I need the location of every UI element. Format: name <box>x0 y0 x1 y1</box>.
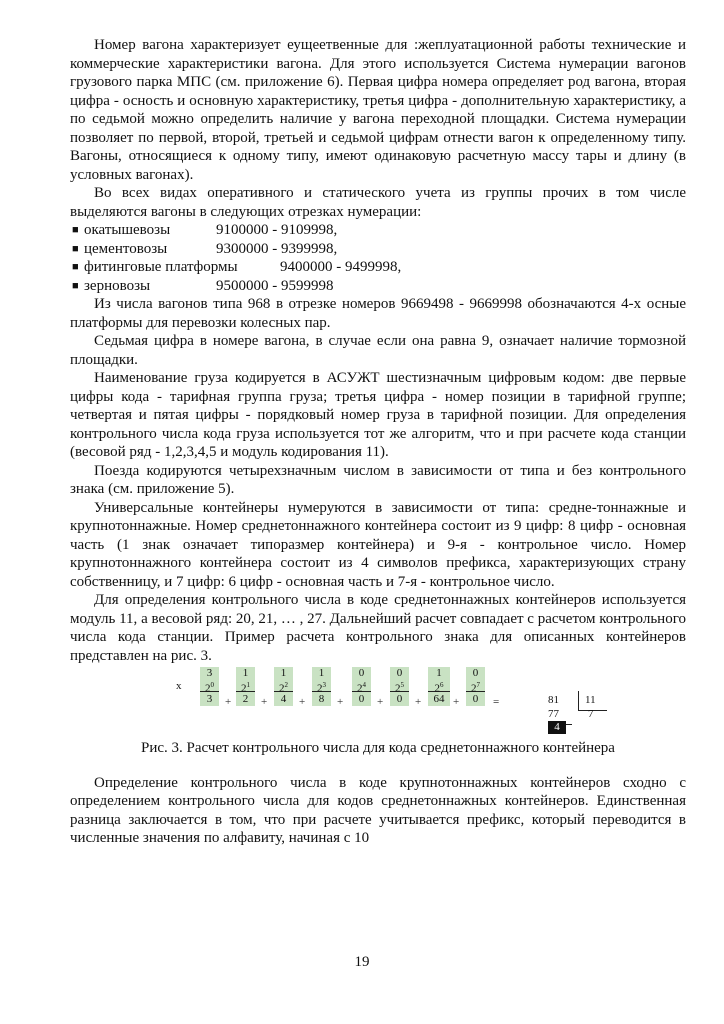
weight-column <box>312 667 331 706</box>
list-item-range: 9300000 - 9399998, <box>216 240 338 257</box>
weight-power <box>390 679 409 695</box>
division-divisor: 11 <box>578 691 607 711</box>
bullet-square-icon: ■ <box>72 279 79 292</box>
list-item-name: окатышевозы <box>84 222 171 238</box>
paragraph-large-containers: Определение контрольного числа в коде крупнотоннажных контейнеров сходно с определением контрольного числа для кодов среднетоннажных контейнеров. Единственная разница заключается в том, что при расчете учитывается префикс, который переводится в численные значения по алфавиту, начиная с 10 <box>70 774 686 846</box>
product-value: 2 <box>242 693 249 705</box>
weight-power <box>428 679 450 695</box>
list-item <box>70 258 686 277</box>
power-base: 2 <box>357 682 363 695</box>
weight-column <box>352 667 371 706</box>
division-block <box>548 691 618 735</box>
weight-power <box>236 679 255 695</box>
list-item-range: 9100000 - 9109998, <box>216 222 338 238</box>
power-base: 2 <box>279 682 285 695</box>
figure-checksum-calculation <box>70 667 686 737</box>
product-value: 3 <box>206 693 213 705</box>
power-base: 2 <box>241 682 247 695</box>
division-remainder: 4 <box>548 721 566 734</box>
bullet-square-icon: ■ <box>72 224 79 236</box>
paragraph-containers: Универсальные контейнеры нумеруются в зависимости от типа: средне-тоннажные и крупнотоннажные. Номер среднетоннажного контейнера состоит из 9 цифр: 8 цифр - основная часть (1 знак означает типоразмер контейнера) и 9-я - контрольное число. Номер крупнотоннажного контейнера состоит из 4 символов префикса, характеризующих страну собственницу, и 7 цифр: 6 цифр - основная часть и 7-я - контрольное число. <box>70 499 686 590</box>
weight-power <box>466 679 485 695</box>
paragraph-seventh-digit: Седьмая цифра в номере вагона, в случае если она равна 9, означает наличие тормозной площадки. <box>70 333 686 368</box>
weight-column <box>390 667 409 706</box>
digit-value: 0 <box>358 667 365 679</box>
plus-sign: + <box>261 696 268 708</box>
digit-value: 1 <box>280 667 287 679</box>
paragraph-type-968: Из числа вагонов типа 968 в отрезке номеров 9669498 - 9669998 обозначаются 4-х осные платформы для перевозки колесных пар. <box>70 296 686 331</box>
digit-value: 1 <box>242 667 249 679</box>
power-base: 2 <box>205 682 211 695</box>
paragraph-cargo-code: Наименование груза кодируется в АСУЖТ шестизначным цифровым кодом: две первые цифры кода - тарифная группа груза; третья цифра - номер позиции в тарифной группе; четвертая и пятая цифры - порядковый номер груза в тарифной позиции. Для определения контрольного числа кода груза используется тот же алгоритм, что и при расчете кода станции (весовой ряд - 1,2,3,4,5 и модуль кодирования 11). <box>70 370 686 460</box>
paragraph-train-code: Поезда кодируются четырехзначным числом в зависимости от типа и без контрольного знака (см. приложение 5). <box>70 462 686 497</box>
list-item <box>70 221 686 240</box>
weight-power <box>352 679 371 695</box>
product-value: 8 <box>318 693 325 705</box>
page-body <box>70 36 686 848</box>
bullet-square-icon: ■ <box>72 261 79 273</box>
product-value: 0 <box>472 693 479 705</box>
power-exponent: 7 <box>476 681 480 689</box>
wagon-type-list <box>70 221 686 295</box>
weight-column <box>428 667 450 706</box>
bullet-square-icon: ■ <box>72 242 79 255</box>
digit-value: 0 <box>396 667 403 679</box>
plus-sign: + <box>453 696 460 708</box>
list-item-name: фитинговые платформы <box>84 259 238 275</box>
digit-value: 0 <box>472 667 479 679</box>
plus-sign: + <box>225 696 232 708</box>
division-dividend: 81 <box>548 694 559 706</box>
paragraph-wagon-number: Номер вагона характеризует еущеетвенные для :жеплуатационной работы технические и коммерческие характеристики вагона. Для этого используется Система нумерации вагонов грузового парка МПС (см. приложение 6). Первая цифра номера определяет род вагона, вторая цифра - осность и основную характеристику, третья цифра - дополнительную характеристику, а по седьмой можно определить наличие у вагона переходной площадки. Система нумерации позволяет по первой, второй, третьей и седьмой цифрам отнести вагон к определенному типу. Вагоны, относящиеся к одному типу, имеют одинаковую расчетную массу тары и длину (в условных вагонах). <box>70 37 686 183</box>
list-item <box>70 277 686 296</box>
weight-column <box>236 667 255 706</box>
weight-power <box>274 679 293 695</box>
product-value: 64 <box>433 693 445 705</box>
power-exponent: 6 <box>440 681 444 689</box>
plus-sign: + <box>377 696 384 708</box>
power-exponent: 3 <box>322 681 326 689</box>
list-item-name: цементовозы <box>84 240 168 257</box>
power-base: 2 <box>434 682 440 695</box>
weight-power <box>200 679 219 695</box>
plus-sign: + <box>299 696 306 708</box>
product-value: 4 <box>280 693 287 705</box>
list-item <box>70 240 686 259</box>
product-value: 0 <box>358 693 365 705</box>
product-value: 0 <box>396 693 403 705</box>
digit-value: 3 <box>206 667 213 679</box>
paragraph-control-number: Для определения контрольного числа в коде среднетоннажных контейнеров используется модуль 11, а весовой ряд: 20, 21, … , 27. Дальнейший расчет совпадает с расчетом контрольного числа кода станции. Пример расчета контрольного знака для описанных контейнеров представлен на рис. 3. <box>70 592 686 664</box>
power-exponent: 1 <box>246 681 250 689</box>
figure-caption: Рис. 3. Расчет контрольного числа для кода среднетоннажного контейнера <box>141 740 615 756</box>
power-exponent: 5 <box>400 681 404 689</box>
digit-value: 1 <box>318 667 325 679</box>
weight-column <box>466 667 485 706</box>
power-exponent: 4 <box>362 681 366 689</box>
division-quotient: 7 <box>588 708 594 720</box>
multiply-sign: x <box>176 680 182 692</box>
list-item-name: зерновозы <box>84 277 151 294</box>
list-item-range: 9400000 - 9499998, <box>280 259 402 275</box>
power-base: 2 <box>317 682 323 695</box>
paragraph-numbering-segments: Во всех видах оперативного и статического учета из группы прочих в том числе выделяются вагоны в следующих отрезках нумерации: <box>70 185 686 220</box>
plus-sign: + <box>337 696 344 708</box>
power-exponent: 2 <box>284 681 288 689</box>
equals-sign: = <box>493 696 500 708</box>
power-base: 2 <box>471 682 477 695</box>
division-subtracted: 77 <box>548 705 572 725</box>
digit-value: 1 <box>436 667 442 679</box>
weight-power <box>312 679 331 695</box>
plus-sign: + <box>415 696 422 708</box>
weight-column <box>200 667 219 706</box>
page-number: 19 <box>354 954 370 970</box>
power-base: 2 <box>395 682 401 695</box>
weight-column <box>274 667 293 706</box>
power-exponent: 0 <box>210 681 214 689</box>
list-item-range: 9500000 - 9599998 <box>216 277 334 294</box>
